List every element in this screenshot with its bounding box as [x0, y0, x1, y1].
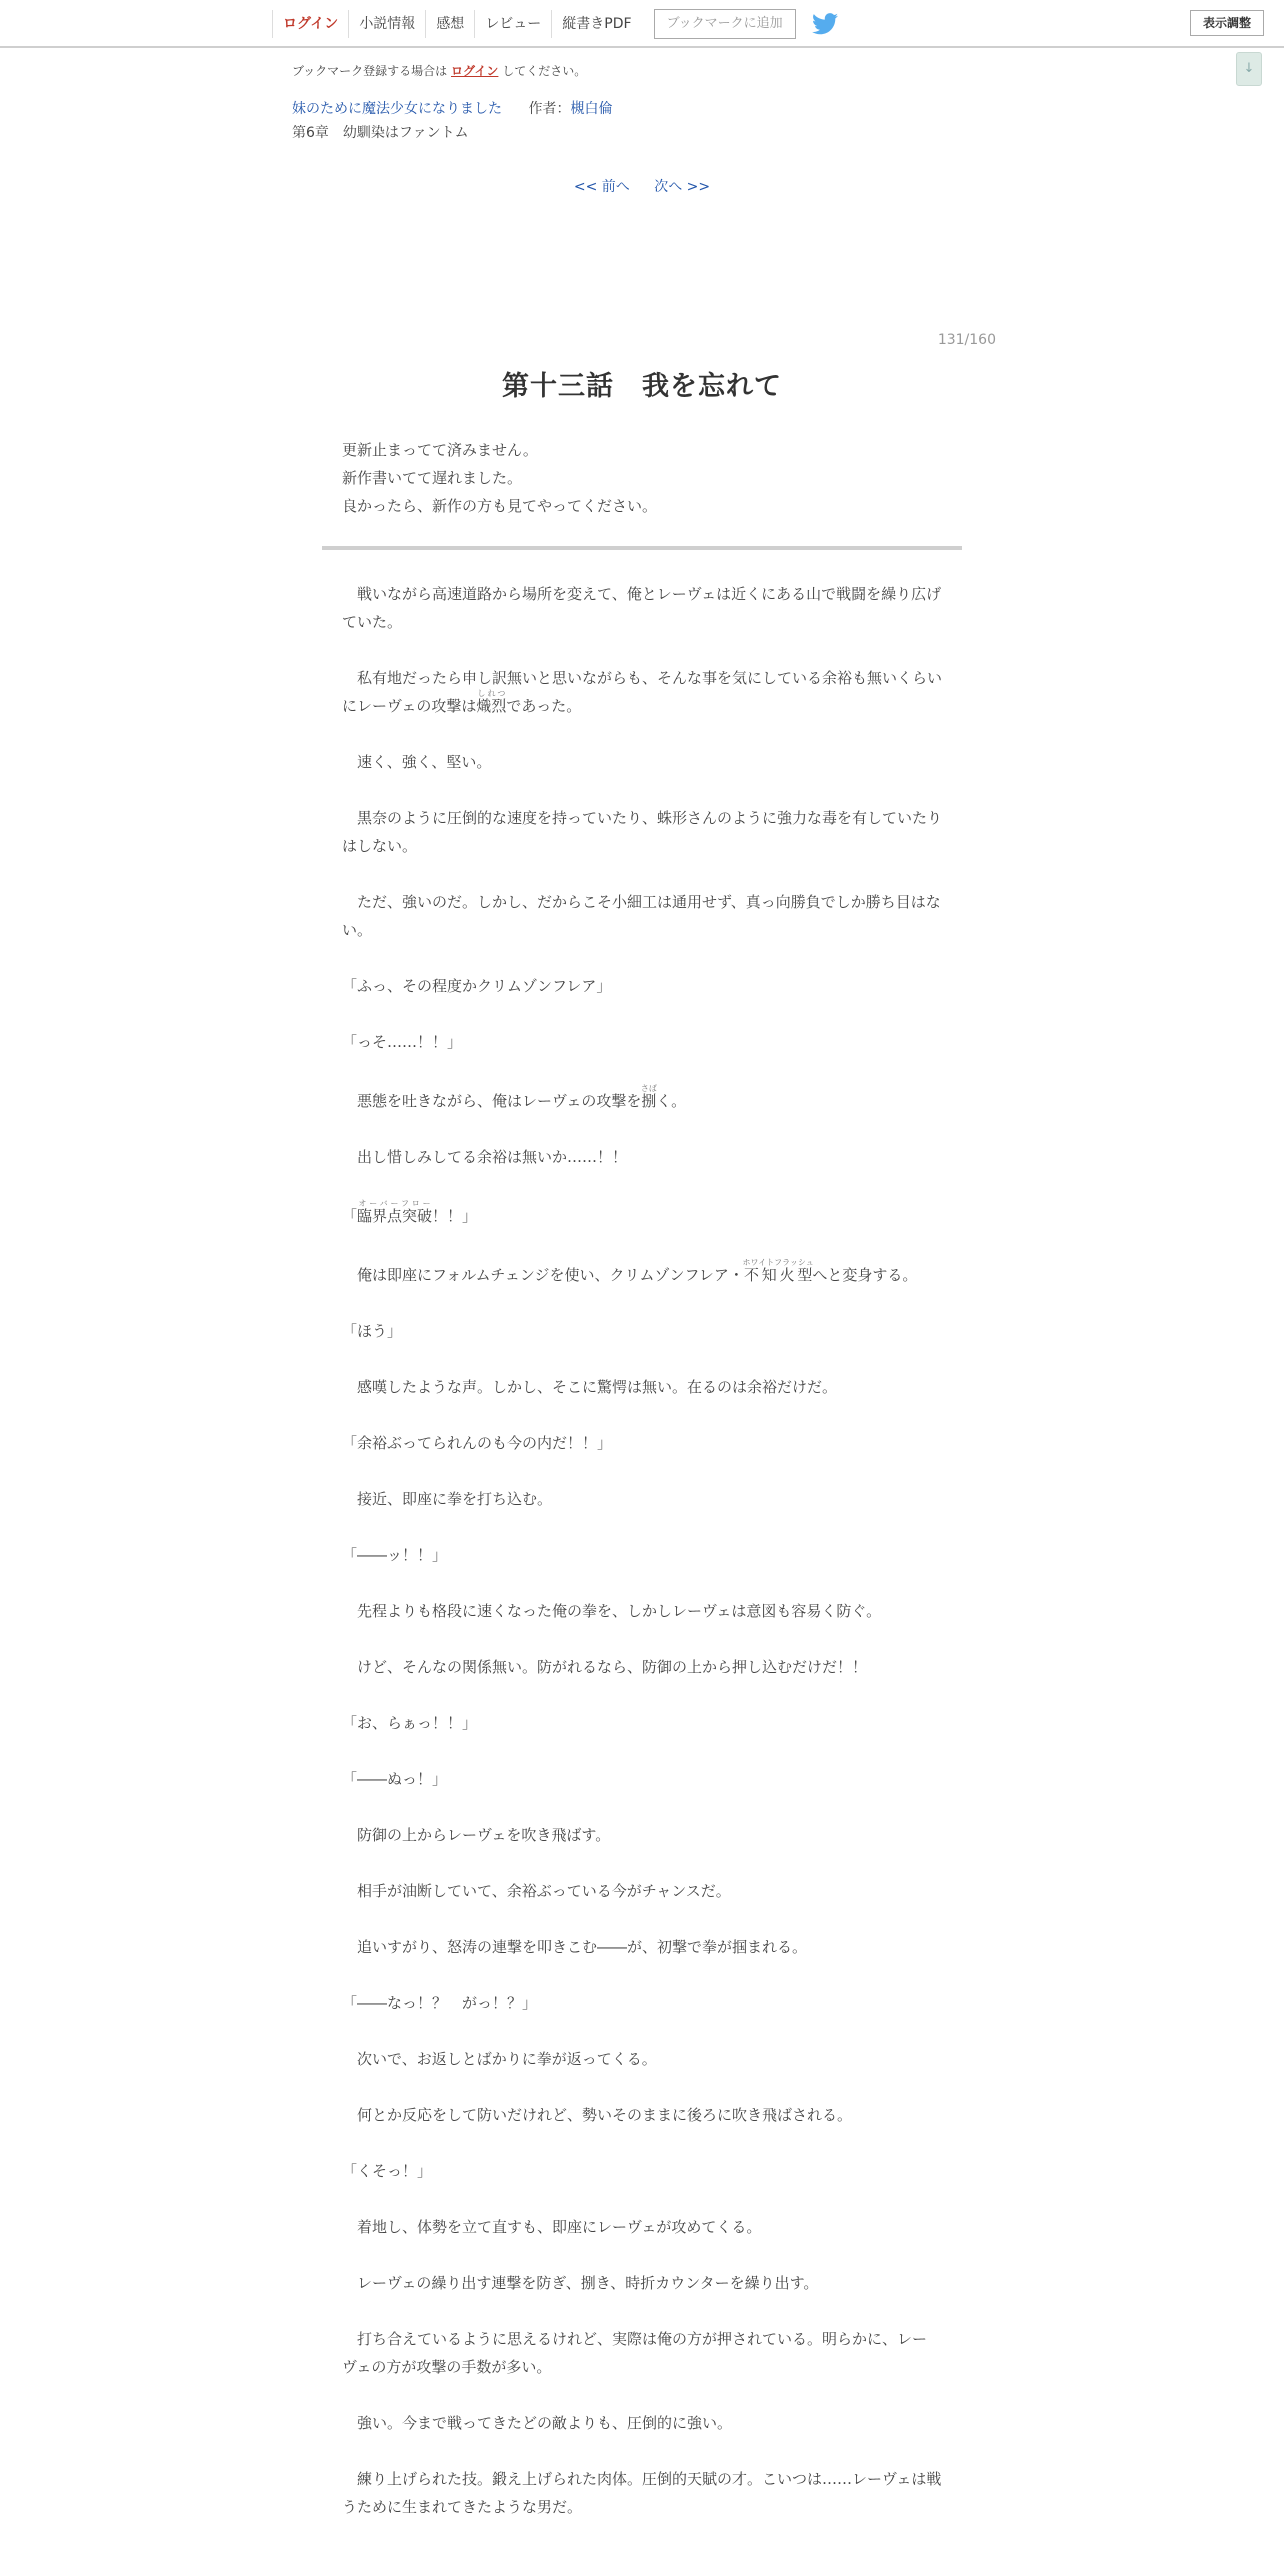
- body-paragraph: 出し惜しみしてる余裕は無いか……！！: [342, 1148, 628, 1166]
- body-paragraph: 「っそ……！！」: [342, 1033, 463, 1051]
- episode-count: 131/160: [937, 332, 996, 348]
- body-paragraph: 「ふっ、その程度かクリムゾンフレア」: [342, 977, 612, 995]
- body-paragraph: 感嘆したような声。しかし、そこに驚愕は無い。在るのは余裕だけだ。: [342, 1378, 838, 1396]
- notice-login-link[interactable]: ログイン: [451, 64, 499, 78]
- episode-pager: [0, 176, 1284, 196]
- novel-title-link[interactable]: 妹のために魔法少女になりました: [292, 101, 502, 117]
- ruby-text: 熾烈しれつ: [476, 689, 507, 715]
- body-paragraph: 強い。今まで戦ってきたどの敵よりも、圧倒的に強い。: [342, 2414, 733, 2432]
- body-paragraph: 「くそっ！」: [342, 2162, 433, 2180]
- impressions-link[interactable]: 感想: [425, 10, 474, 38]
- twitter-bird-icon[interactable]: [812, 13, 838, 35]
- preface-line: 更新止まってて済みません。: [342, 441, 538, 459]
- notice-after: してください。: [502, 64, 587, 78]
- add-bookmark-button[interactable]: ブックマークに追加: [654, 9, 796, 39]
- body-paragraph: ただ、強いのだ。しかし、だからこそ小細工は通用せず、真っ向勝負でしか勝ち目はない。: [342, 893, 941, 939]
- preface-divider: [322, 546, 962, 550]
- preface-line: 良かったら、新作の方も見てやってください。: [342, 497, 658, 515]
- body-paragraph: 次いで、お返しとばかりに拳が返ってくる。: [342, 2050, 657, 2068]
- body-paragraph: 速く、強く、堅い。: [342, 753, 492, 771]
- site-header: [0, 0, 1284, 48]
- body-paragraph: 接近、即座に拳を打ち込む。: [342, 1490, 553, 1508]
- next-episode-link[interactable]: 次へ >>: [654, 179, 711, 195]
- novel-info-link[interactable]: 小説情報: [348, 10, 425, 38]
- body-paragraph: レーヴェの繰り出す連撃を防ぎ、捌き、時折カウンターを繰り出す。: [342, 2274, 819, 2292]
- author-label: 作者：: [528, 101, 571, 117]
- vertical-pdf-link[interactable]: 縦書きPDF: [551, 10, 641, 38]
- body-paragraph: 何とか反応をして防いだけれど、勢いそのままに後ろに吹き飛ばされる。: [342, 2106, 853, 2124]
- body-paragraph: 「余裕ぶってられんのも今の内だ！！」: [342, 1434, 613, 1452]
- review-link[interactable]: レビュー: [474, 10, 551, 38]
- body-paragraph: 俺は即座にフォルムチェンジを使い、クリムゾンフレア・不知火型ホワイトフラッシュへと変身する。: [342, 1258, 918, 1284]
- body-paragraph: 悪態を吐きながら、俺はレーヴェの攻撃を捌さばく。: [342, 1084, 687, 1110]
- body-paragraph: 「ほう」: [342, 1322, 403, 1340]
- body-paragraph: 「お、らぁっ！！」: [342, 1714, 478, 1732]
- bookmark-login-notice: [292, 62, 586, 79]
- body-paragraph: 「――ッ！！」: [342, 1546, 448, 1564]
- body-paragraph: 防御の上からレーヴェを吹き飛ばす。: [342, 1826, 611, 1844]
- top-nav: [272, 10, 838, 38]
- body-paragraph: 相手が油断していて、余裕ぶっている今がチャンスだ。: [342, 1882, 731, 1900]
- body-paragraph: 「臨界点突破オーバーフロー！！」: [342, 1199, 478, 1225]
- novel-info-line: [292, 98, 612, 118]
- body-paragraph: 戦いながら高速道路から場所を変えて、俺とレーヴェは近くにある山で戦闘を繰り広げていた。: [342, 585, 942, 631]
- body-paragraph: 「――ぬっ！」: [342, 1770, 448, 1788]
- preface-line: 新作書いてて遅れました。: [342, 469, 523, 487]
- body-paragraph: けど、そんなの関係無い。防がれるなら、防御の上から押し込むだけだ！！: [342, 1658, 868, 1676]
- login-link[interactable]: ログイン: [272, 10, 348, 38]
- ruby-text: 不知火型ホワイトフラッシュ: [742, 1258, 814, 1284]
- chapter-title: 第6章 幼馴染はファントム: [292, 125, 469, 141]
- body-paragraph: 着地し、体勢を立て直すも、即座にレーヴェが攻めてくる。: [342, 2218, 762, 2236]
- body-paragraph: 先程よりも格段に速くなった俺の拳を、しかしレーヴェは意図も容易く防ぐ。: [342, 1602, 882, 1620]
- body-paragraph: 黒奈のように圧倒的な速度を持っていたり、蛛形さんのように強力な毒を有していたりはしない。: [342, 809, 943, 855]
- body-paragraph: 「――なっ！？ がっ！？」: [342, 1994, 538, 2012]
- display-adjust-button[interactable]: 表示調整: [1190, 10, 1264, 36]
- ruby-text: 捌さば: [640, 1084, 657, 1110]
- body-paragraph: 追いすがり、怒涛の連撃を叩きこむ――が、初撃で拳が掴まれる。: [342, 1938, 808, 1956]
- preface: [342, 436, 657, 520]
- author-link[interactable]: 槻白倫: [570, 101, 613, 117]
- body-paragraph: 練り上げられた技。鍛え上げられた肉体。圧倒的天賦の才。こいつは……レーヴェは戦うために生まれてきたような男だ。: [342, 2470, 942, 2516]
- episode-title: 第十三話 我を忘れて: [502, 371, 782, 402]
- body-paragraph: 私有地だったら申し訳無いと思いながらも、そんな事を気にしている余裕も無いくらいにレーヴェの攻撃は熾烈しれつであった。: [342, 669, 943, 715]
- prev-episode-link[interactable]: << 前へ: [573, 179, 630, 195]
- episode-body: [342, 580, 942, 2549]
- notice-before: ブックマーク登録する場合は: [292, 64, 448, 78]
- ruby-text: 臨界点突破オーバーフロー: [357, 1199, 433, 1225]
- body-paragraph: 打ち合えているように思えるけれど、実際は俺の方が押されている。明らかに、レーヴェの方が攻撃の手数が多い。: [342, 2330, 928, 2376]
- scroll-down-icon[interactable]: ↓: [1236, 52, 1262, 86]
